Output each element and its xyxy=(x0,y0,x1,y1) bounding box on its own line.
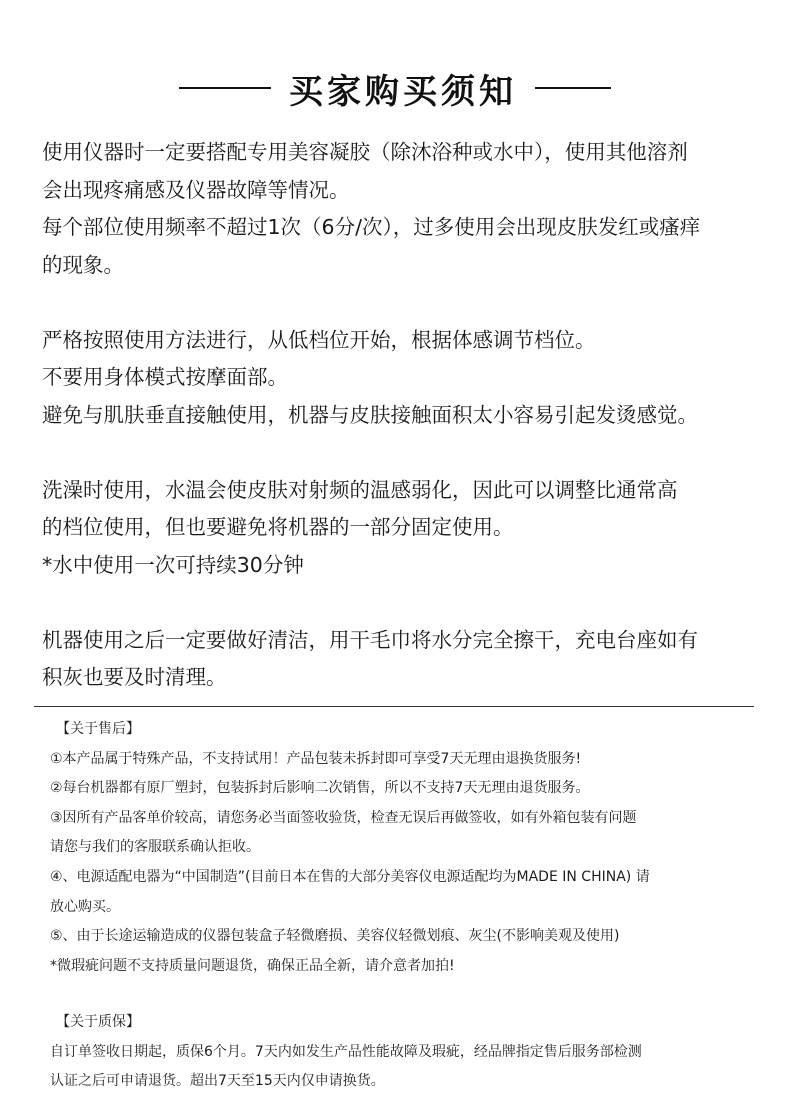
instruction-line: 使用仪器时一定要搭配专用美容凝胶（除沐浴种或水中），使用其他溶剂 xyxy=(42,140,688,164)
title-row xyxy=(0,62,790,114)
after-sales-line: ③因所有产品客单价较高，请您务必当面签收验货，检查无误后再做签收，如有外箱包装有问题 xyxy=(50,809,637,826)
instruction-line: 积灰也要及时清理。 xyxy=(42,665,227,689)
title-left-rule xyxy=(179,87,271,89)
after-sales-line: ⑤、由于长途运输造成的仪器包装盒子轻微磨损、美容仪轻微划痕、灰尘(不影响美观及使用) xyxy=(50,928,620,945)
paragraph-spacer xyxy=(42,584,762,622)
instruction-line: 每个部位使用频率不超过1次（6分/次），过多使用会出现皮肤发红或瘙痒 xyxy=(42,215,701,239)
after-sales-line: 请您与我们的客服联系确认拒收。 xyxy=(50,839,260,856)
instruction-line: 不要用身体模式按摩面部。 xyxy=(42,365,288,389)
usage-instructions xyxy=(42,134,762,697)
after-sales-line: *微瑕疵问题不支持质量问题退货，确保正品全新，请介意者加拍! xyxy=(50,957,455,974)
after-sales-line: 放心购买。 xyxy=(50,898,120,915)
instruction-paragraph-cleaning xyxy=(42,622,762,697)
instruction-paragraph-bath xyxy=(42,472,762,585)
instruction-line: 会出现疼痛感及仪器故障等情况。 xyxy=(42,177,350,202)
instruction-line: 机器使用之后一定要做好清洁，用干毛巾将水分完全擦干，充电台座如有 xyxy=(42,627,698,652)
instruction-paragraph-levels xyxy=(42,322,762,435)
warranty-section xyxy=(50,1008,765,1097)
after-sales-section xyxy=(50,715,765,981)
warranty-heading: 【关于质保】 xyxy=(56,1014,140,1030)
section-divider xyxy=(34,706,754,707)
instruction-line: *水中使用一次可持续30分钟 xyxy=(42,552,304,577)
instruction-line: 避免与肌肤垂直接触使用，机器与皮肤接触面积太小容易引起发烫感觉。 xyxy=(42,402,698,427)
page-title: 买家购买须知 xyxy=(289,71,517,112)
instruction-line: 严格按照使用方法进行，从低档位开始，根据体感调节档位。 xyxy=(42,327,596,352)
after-sales-line: ④、电源适配电器为“中国制造”(目前日本在售的大部分美容仪电源适配均为MADE IN CHINA) 请 xyxy=(50,868,650,885)
paragraph-spacer xyxy=(42,284,762,322)
instruction-line: 的现象。 xyxy=(42,252,124,277)
warranty-line: 自订单签收日期起，质保6个月。7天内如发生产品性能故障及瑕疵，经品牌指定售后服务部检测 xyxy=(50,1043,642,1060)
paragraph-spacer xyxy=(42,434,762,472)
title-right-rule xyxy=(535,87,611,89)
warranty-line: 认证之后可申请退货。超出7天至15天内仅申请换货。 xyxy=(50,1073,385,1090)
after-sales-line: ②每台机器都有原厂塑封，包装拆封后影响二次销售，所以不支持7天无理由退货服务。 xyxy=(50,780,590,797)
instruction-paragraph-gel xyxy=(42,134,762,284)
instruction-line: 洗澡时使用，水温会使皮肤对射频的温感弱化，因此可以调整比通常高 xyxy=(42,477,678,502)
instruction-line: 的档位使用，但也要避免将机器的一部分固定使用。 xyxy=(42,515,514,539)
after-sales-line: ①本产品属于特殊产品，不支持试用！产品包装未拆封即可享受7天无理由退换货服务! xyxy=(50,750,582,767)
after-sales-heading: 【关于售后】 xyxy=(56,721,140,737)
